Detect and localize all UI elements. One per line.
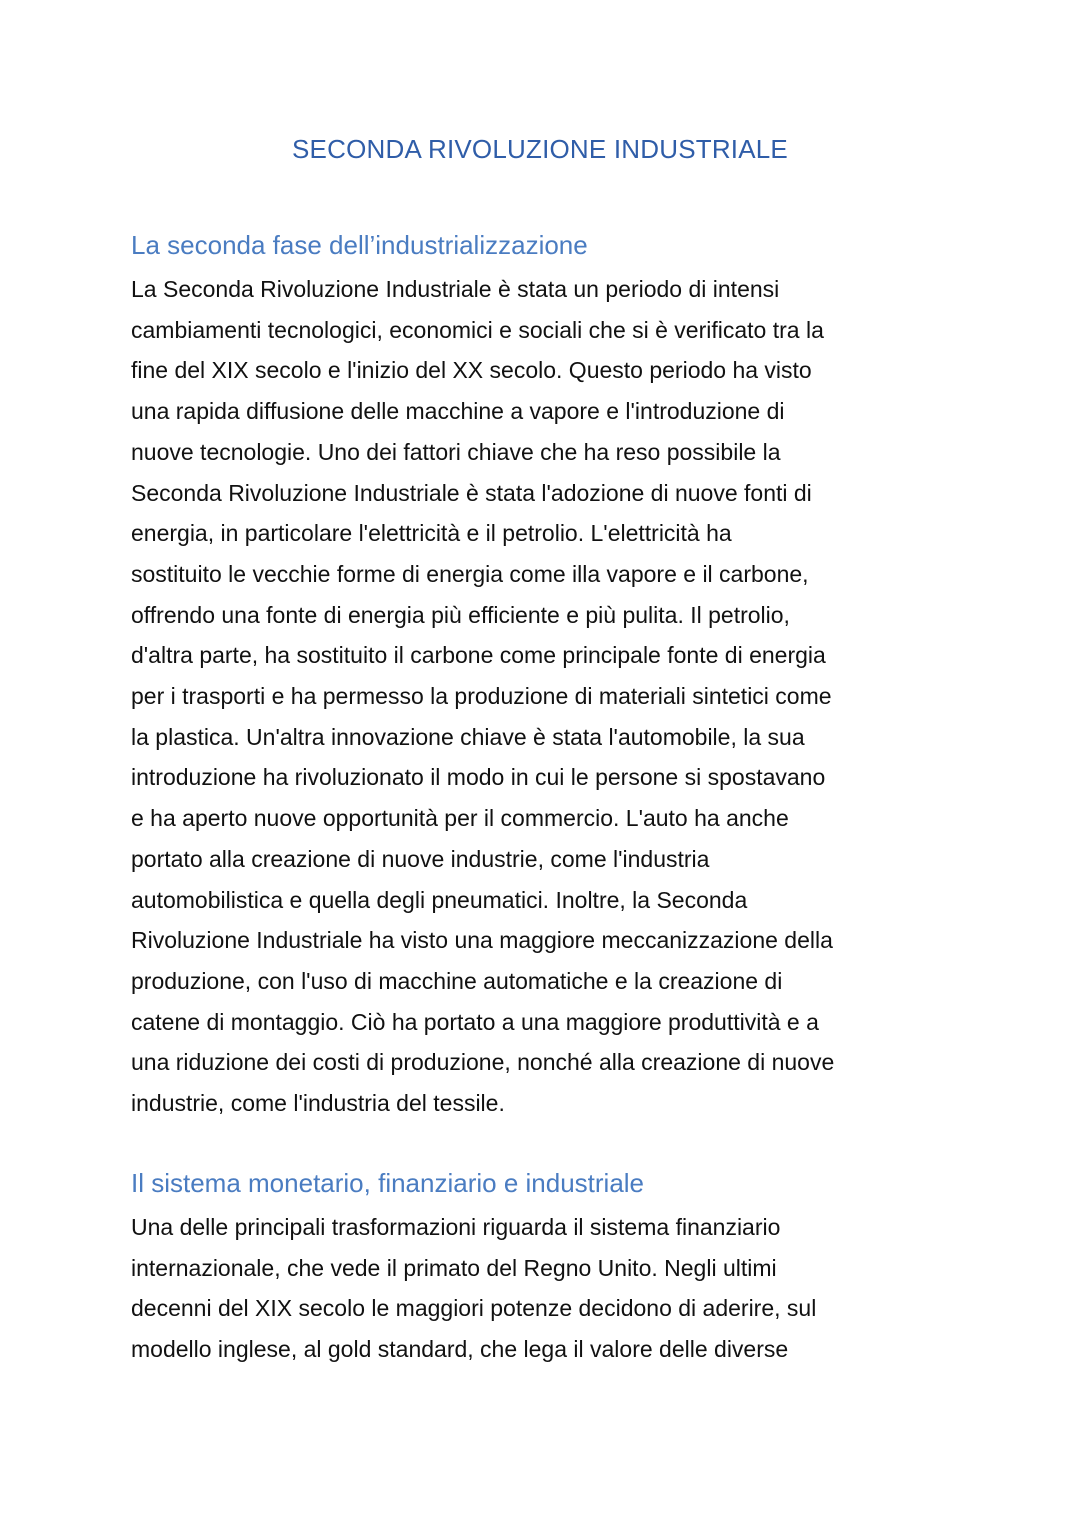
paragraph-line: fine del XIX secolo e l'inizio del XX secolo. Questo periodo ha visto xyxy=(131,357,812,384)
paragraph-line: Una delle principali trasformazioni riguarda il sistema finanziario xyxy=(131,1214,781,1240)
document-title: SECONDA RIVOLUZIONE INDUSTRIALE xyxy=(292,134,788,164)
paragraph-line: d'altra parte, ha sostituito il carbone come principale fonte di energia xyxy=(131,642,826,669)
section-industrialization-phase xyxy=(131,227,961,1124)
paragraph-line: decenni del XIX secolo le maggiori potenze decidono di aderire, sul xyxy=(131,1295,817,1322)
paragraph-line: offrendo una fonte di energia più efficiente e più pulita. Il petrolio, xyxy=(131,601,790,628)
paragraph-line: energia, in particolare l'elettricità e il petrolio. L'elettricità ha xyxy=(131,520,732,547)
paragraph-line: la plastica. Un'altra innovazione chiave è stata l'automobile, la sua xyxy=(131,723,805,750)
paragraph-line: catene di montaggio. Ciò ha portato a una maggiore produttività e a xyxy=(131,1008,819,1035)
paragraph-line: produzione, con l'uso di macchine automatiche e la creazione di xyxy=(131,967,783,994)
paragraph-line: Rivoluzione Industriale ha visto una maggiore meccanizzazione della xyxy=(131,927,833,954)
paragraph-line: automobilistica e quella degli pneumatici. Inoltre, la Seconda xyxy=(131,886,748,913)
section-paragraph xyxy=(131,269,961,1124)
paragraph-line: introduzione ha rivoluzionato il modo in cui le persone si spostavano xyxy=(131,764,826,791)
paragraph-line: per i trasporti e ha permesso la produzione di materiali sintetici come xyxy=(131,683,832,710)
paragraph-line: cambiamenti tecnologici, economici e sociali che si è verificato tra la xyxy=(131,316,824,343)
section-paragraph xyxy=(131,1207,961,1370)
paragraph-line: sostituito le vecchie forme di energia come illa vapore e il carbone, xyxy=(131,560,809,587)
paragraph-line: industrie, come l'industria del tessile. xyxy=(131,1090,505,1117)
paragraph-line: Seconda Rivoluzione Industriale è stata l'adozione di nuove fonti di xyxy=(131,479,812,506)
section-heading: La seconda fase dell’industrializzazione xyxy=(131,230,588,260)
paragraph-line: una riduzione dei costi di produzione, nonché alla creazione di nuove xyxy=(131,1049,835,1076)
section-heading: Il sistema monetario, finanziario e industriale xyxy=(131,1168,645,1198)
paragraph-line: internazionale, che vede il primato del Regno Unito. Negli ultimi xyxy=(131,1254,777,1281)
paragraph-line: nuove tecnologie. Uno dei fattori chiave che ha reso possibile la xyxy=(131,438,781,465)
paragraph-line: e ha aperto nuove opportunità per il commercio. L'auto ha anche xyxy=(131,805,789,832)
paragraph-line: una rapida diffusione delle macchine a vapore e l'introduzione di xyxy=(131,398,785,425)
paragraph-line: La Seconda Rivoluzione Industriale è stata un periodo di intensi xyxy=(131,276,780,302)
section-monetary-financial-system xyxy=(131,1165,961,1370)
paragraph-line: portato alla creazione di nuove industrie, come l'industria xyxy=(131,845,710,872)
paragraph-line: modello inglese, al gold standard, che lega il valore delle diverse xyxy=(131,1336,789,1363)
